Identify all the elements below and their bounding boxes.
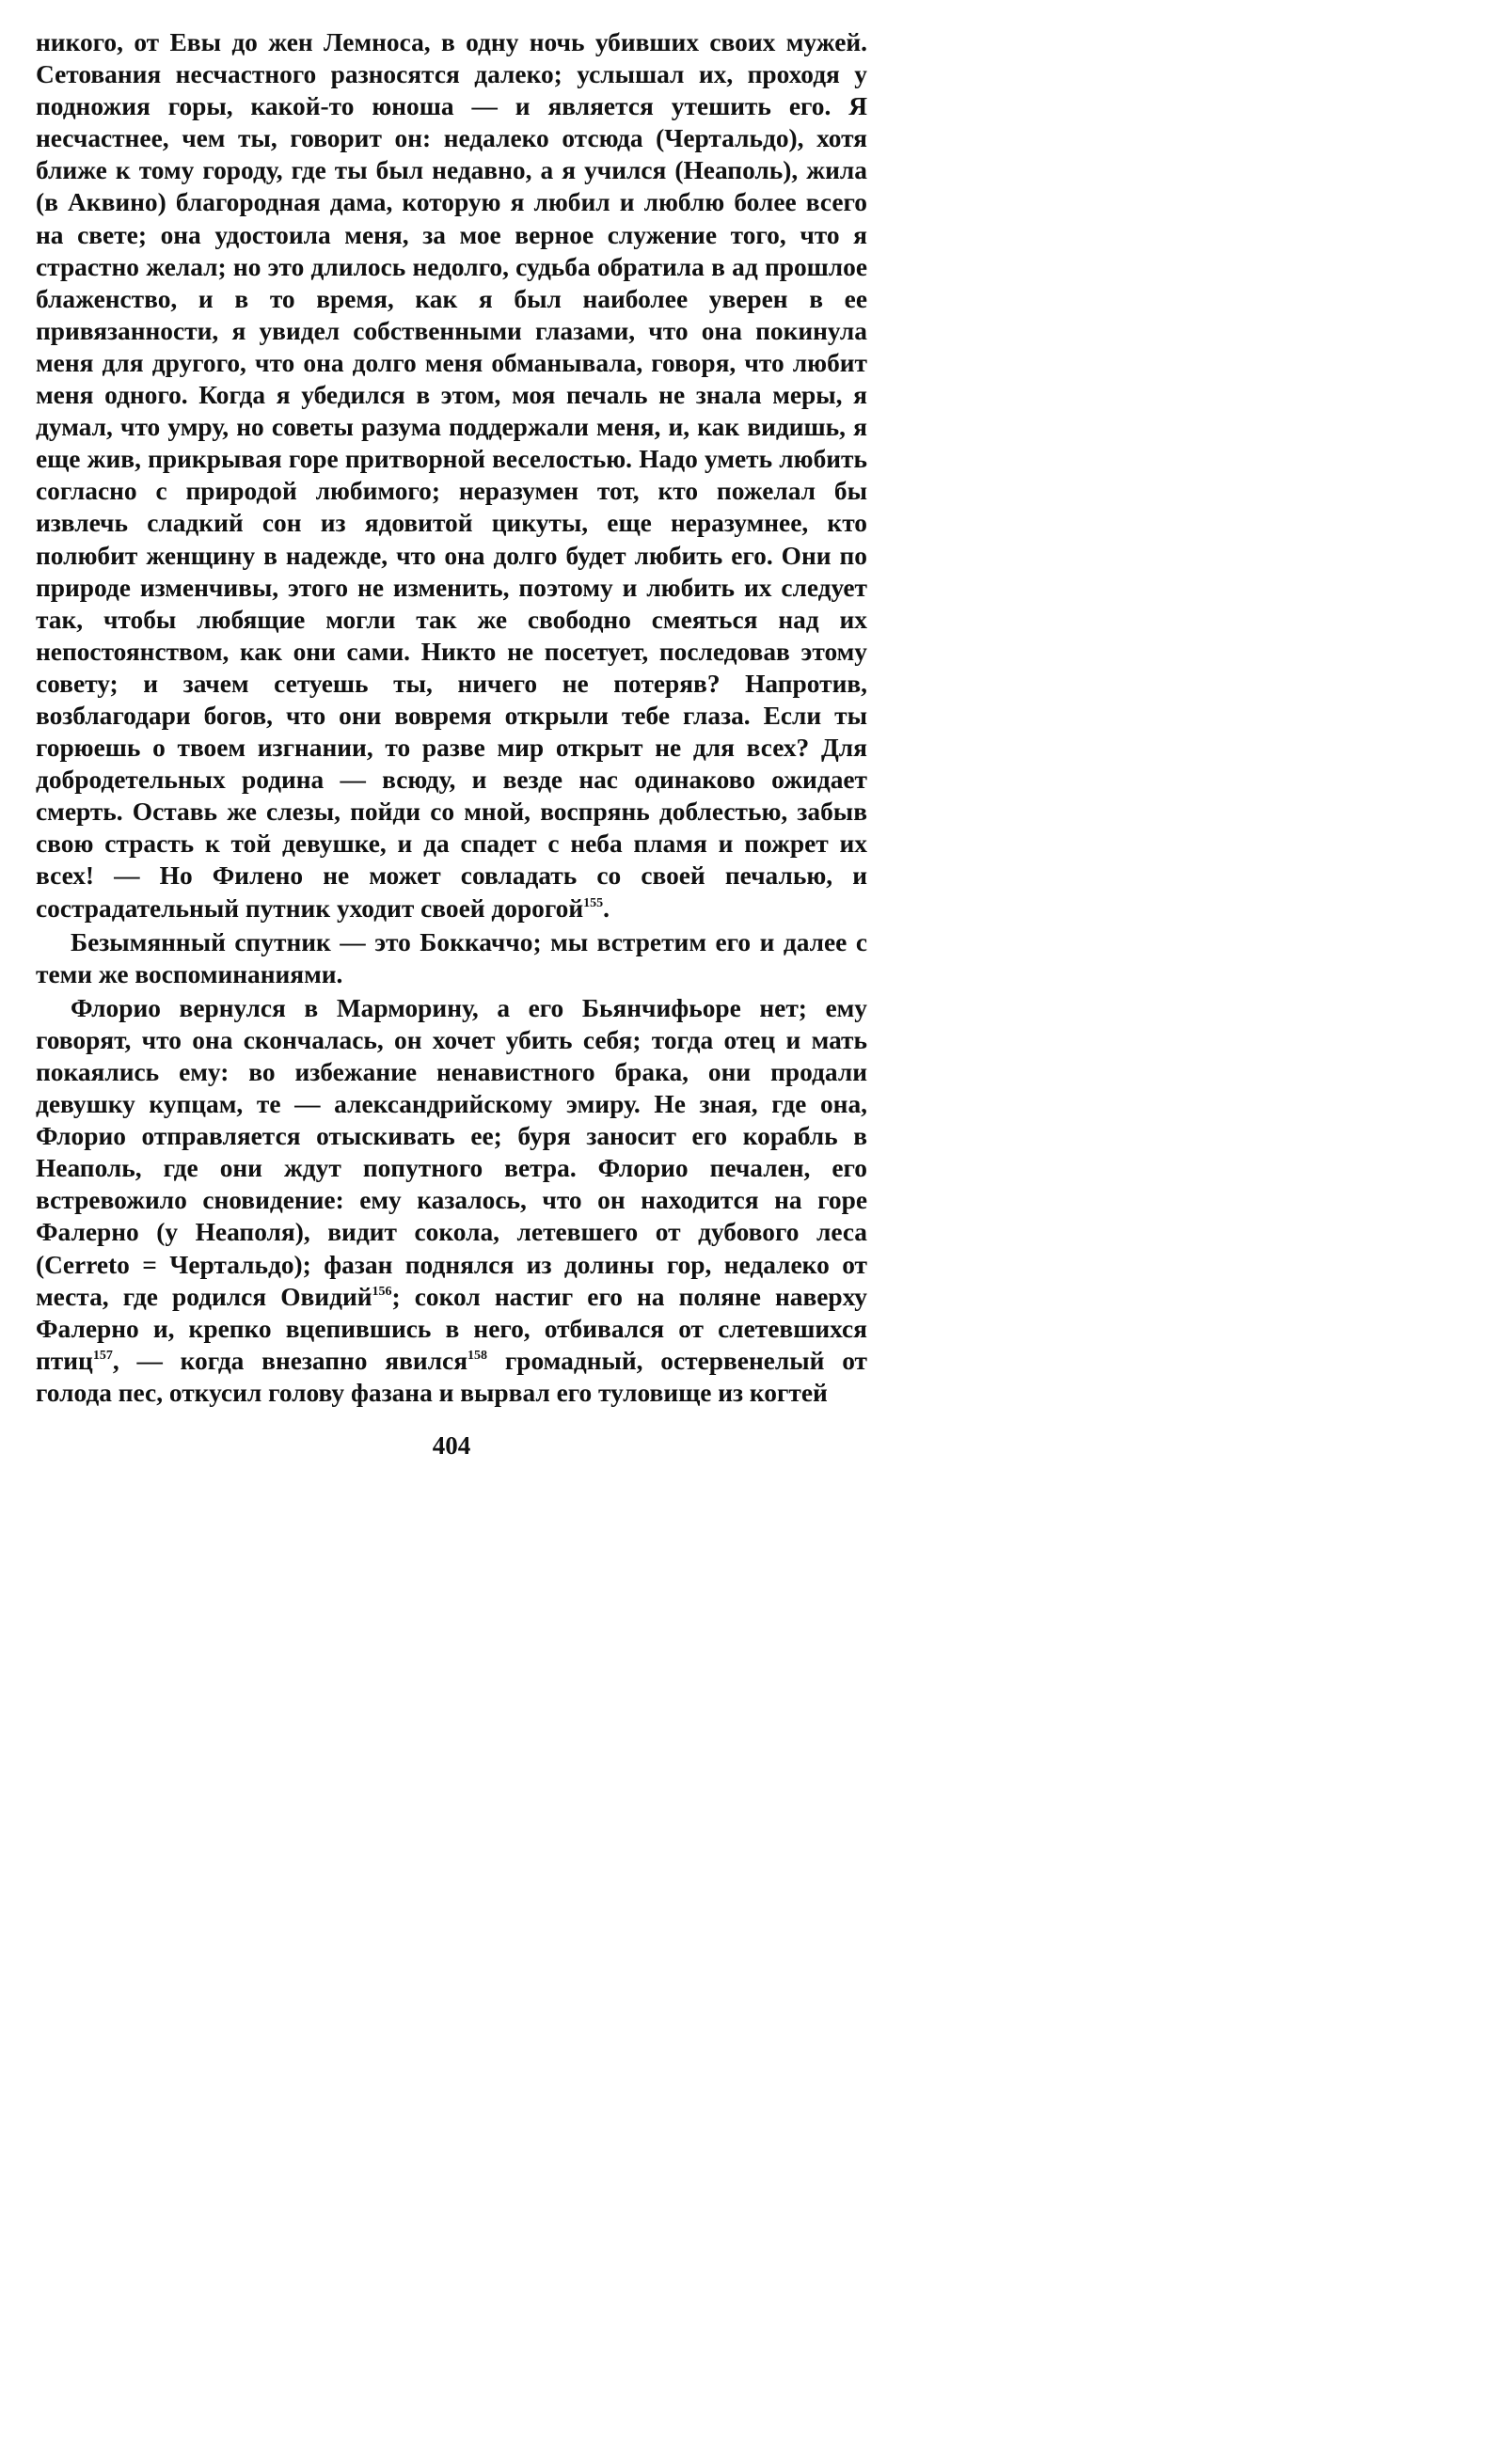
footnote-ref-158[interactable]: 158 <box>467 1348 488 1363</box>
paragraph-3 <box>36 992 867 1409</box>
text-run: громадный, остервенелый от голода пес, откусил голову фазана и вырвал его туловище из когтей <box>36 1346 868 1407</box>
footnote-ref-155[interactable]: 155 <box>583 895 604 910</box>
text-run: никого, от Евы до жен Лемноса, в одну ночь убивших своих мужей. Сетования несчастного разносятся далеко; услышал их, проходя у подножия горы, какой-то юноша — и является утешить его. Я несчастнее, чем ты, говорит он: недалеко отсюда (Чертальдо), хотя ближе к тому городу, где ты был недавно, а я учился (Неаполь), жила (в Аквино) благородная дама, которую я любил и люблю более всего на свете; она удостоила меня, за мое верное служение того, что я страстно желал; но это длилось недолго, судьба обратила в ад прошлое блаженство, и в то время, как я был наиболее уверен в ее привязанности, я увидел собственными глазами, что она покинула меня для другого, что она долго меня обманывала, говоря, что любит меня одного. Когда я убедился в этом, моя печаль не знала меры, я думал, что умру, но советы разума поддержали меня, и, как видишь, я еще жив, прикрывая горе притворной веселостью. Надо уметь любить согласно с природой любимого; неразумен тот, кто пожелал бы извлечь сладкий сон из ядовитой цикуты, еще неразумнее, кто полюбит женщину в надежде, что она долго будет любить его. Они по природе изменчивы, этого не изменить, поэтому и любить их следует так, чтобы любящие могли так же свободно смеяться над их непостоянством, как они сами. Никто не посетует, последовав этому совету; и зачем сетуешь ты, ничего не потеряв? Напротив, возблагодари богов, что они вовремя открыли тебе глаза. Если ты горюешь о твоем изгнании, то разве мир открыт не для всех? Для добродетельных родина — всюду, и везде нас одинаково ожидает смерть. Оставь же слезы, пойди со мной, воспрянь доблестью, забыв свою страсть к той девушке, и да спадет с неба пламя и пожрет их всех! — Но Филено не может совладать со своей печалью, и сострадательный путник уходит своей дорогой <box>36 28 867 923</box>
text-run: Флорио вернулся в Марморину, а его Бьянчифьоре нет; ему говорят, что она скончалась, он хочет убить себя; тогда отец и мать покаялись ему: во избежание ненавистного брака, они продали девушку купцам, те — александрийскому эмиру. Не зная, где она, Флорио отправляется отыскивать ее; буря заносит его корабль в Неаполь, где они ждут попутного ветра. Флорио печален, его встревожило сновидение: ему казалось, что он находится на горе Фалерно (у Неаполя), видит сокола, летевшего от дубового леса (Cerreto = Чертальдо); фазан поднялся из долины гор, недалеко от места, где родился Овидий <box>36 993 867 1311</box>
text-run: , — когда внезапно явился <box>112 1346 468 1375</box>
text-run: . <box>603 893 610 923</box>
page-body <box>36 26 867 1409</box>
paragraph-1 <box>36 26 867 924</box>
text-run: ; сокол настиг его на поляне наверху Фалерно и, крепко вцепившись в него, отбивался от слетевшихся птиц <box>36 1282 867 1375</box>
text-run: Безымянный спутник — это Боккаччо; мы встретим его и далее с теми же воспоминаниями. <box>36 927 867 988</box>
page-number: 404 <box>432 1431 471 1460</box>
footnote-ref-156[interactable]: 156 <box>372 1284 392 1299</box>
paragraph-2 <box>36 926 867 990</box>
footnote-ref-157[interactable]: 157 <box>92 1348 113 1363</box>
